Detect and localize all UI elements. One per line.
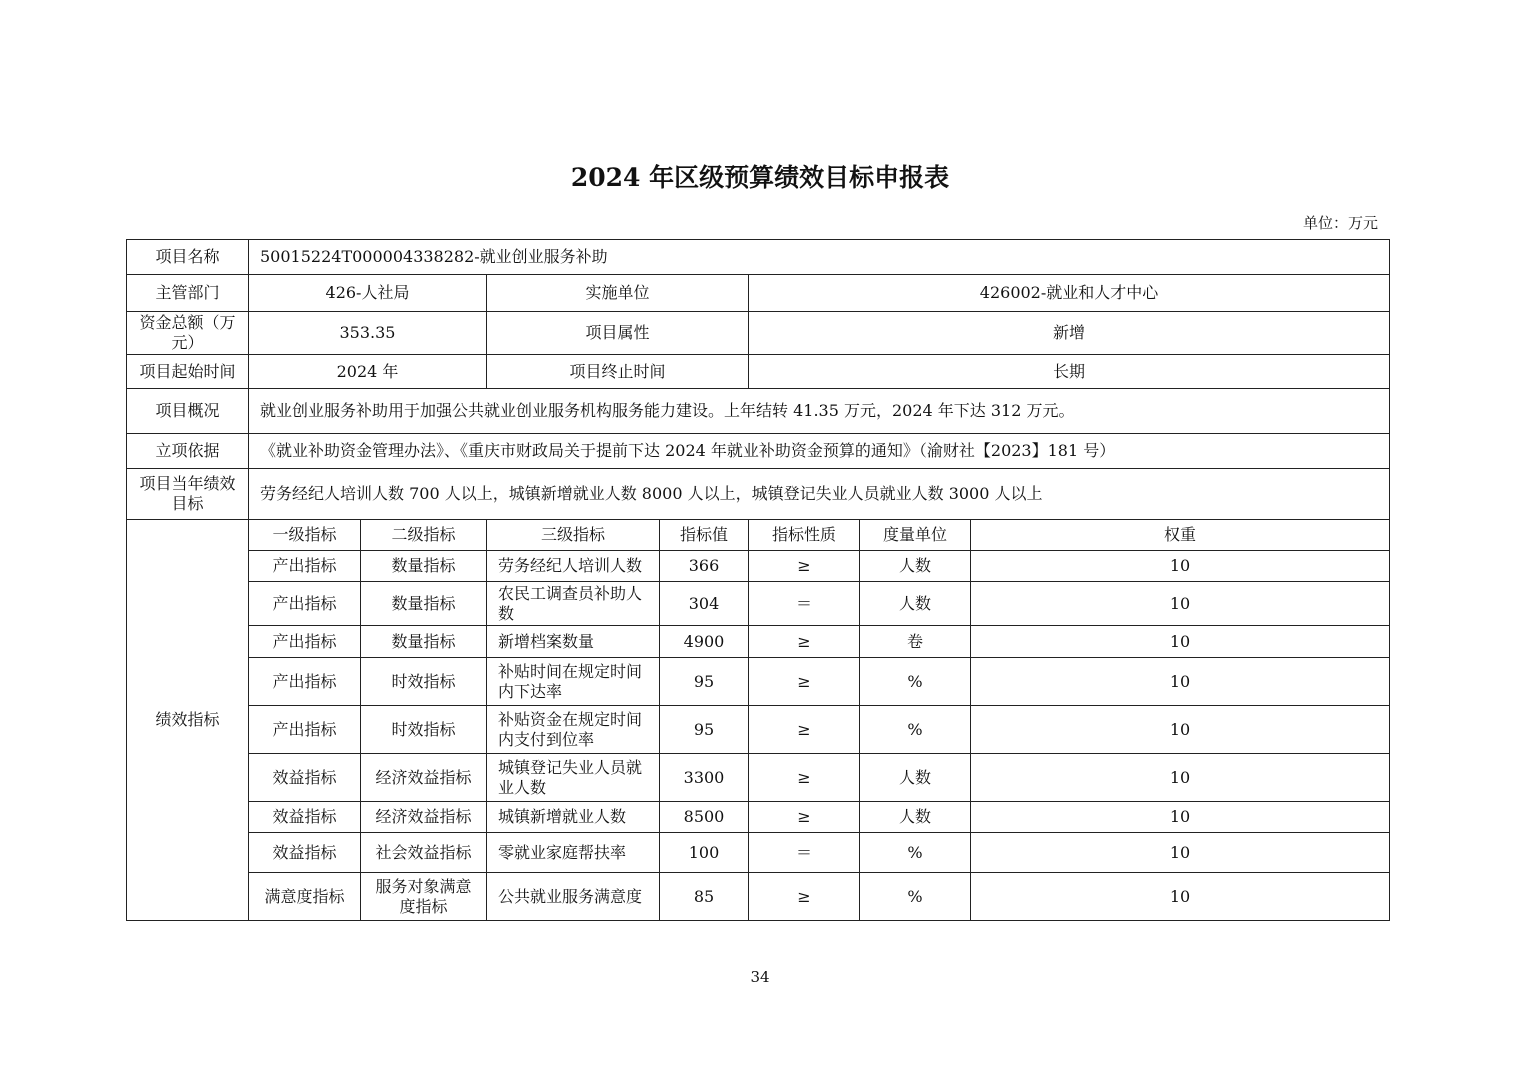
value-basis: 《就业补助资金管理办法》、《重庆市财政局关于提前下达 2024 年就业补助资金预算的通知》（渝财社【2023】181 号）	[249, 434, 1390, 469]
label-start-time: 项目起始时间	[127, 355, 249, 389]
indicator-unit: %	[860, 873, 971, 921]
label-basis: 立项依据	[127, 434, 249, 469]
value-project-name: 50015224T000004338282-就业创业服务补助	[249, 240, 1390, 275]
indicator-value: 95	[660, 706, 749, 754]
indicator-level1: 效益指标	[249, 754, 361, 802]
indicator-header-row	[127, 520, 1390, 551]
indicator-weight: 10	[971, 706, 1390, 754]
header-value: 指标值	[660, 520, 749, 551]
row-project-name	[127, 240, 1390, 275]
indicator-unit: %	[860, 833, 971, 873]
indicator-nature: ≥	[749, 706, 860, 754]
indicator-weight: 10	[971, 551, 1390, 582]
row-fund	[127, 312, 1390, 355]
indicator-row	[127, 754, 1390, 802]
indicator-nature: ≥	[749, 802, 860, 833]
value-overview: 就业创业服务补助用于加强公共就业创业服务机构服务能力建设。上年结转 41.35 万元，2024 年下达 312 万元。	[249, 389, 1390, 434]
value-implementing-unit: 426002-就业和人才中心	[749, 275, 1390, 312]
indicator-weight: 10	[971, 582, 1390, 626]
label-project-name: 项目名称	[127, 240, 249, 275]
value-annual-goal: 劳务经纪人培训人数 700 人以上，城镇新增就业人数 8000 人以上，城镇登记失业人员就业人数 3000 人以上	[249, 469, 1390, 520]
indicator-level2: 数量指标	[361, 551, 487, 582]
indicator-level3: 零就业家庭帮扶率	[487, 833, 660, 873]
indicator-level3: 劳务经纪人培训人数	[487, 551, 660, 582]
indicator-unit: 卷	[860, 626, 971, 658]
indicator-level1: 产出指标	[249, 551, 361, 582]
indicator-value: 366	[660, 551, 749, 582]
indicator-nature: ≥	[749, 873, 860, 921]
indicator-row	[127, 802, 1390, 833]
header-weight: 权重	[971, 520, 1390, 551]
indicator-unit: 人数	[860, 551, 971, 582]
label-performance-indicators: 绩效指标	[127, 520, 249, 921]
header-level1: 一级指标	[249, 520, 361, 551]
indicator-level3: 农民工调查员补助人数	[487, 582, 660, 626]
row-overview	[127, 389, 1390, 434]
indicator-value: 85	[660, 873, 749, 921]
indicator-row	[127, 873, 1390, 921]
indicator-weight: 10	[971, 658, 1390, 706]
indicator-level1: 效益指标	[249, 802, 361, 833]
indicator-value: 95	[660, 658, 749, 706]
indicator-level2: 时效指标	[361, 658, 487, 706]
indicator-value: 100	[660, 833, 749, 873]
budget-performance-table	[126, 239, 1390, 921]
indicator-level3: 公共就业服务满意度	[487, 873, 660, 921]
indicator-value: 3300	[660, 754, 749, 802]
indicator-weight: 10	[971, 833, 1390, 873]
indicator-unit: 人数	[860, 754, 971, 802]
indicator-nature: ≥	[749, 626, 860, 658]
indicator-nature: ＝	[749, 833, 860, 873]
indicator-row	[127, 551, 1390, 582]
indicator-nature: ≥	[749, 658, 860, 706]
indicator-level3: 城镇登记失业人员就业人数	[487, 754, 660, 802]
indicator-level3: 城镇新增就业人数	[487, 802, 660, 833]
unit-note: 单位：万元	[1302, 214, 1378, 232]
row-department	[127, 275, 1390, 312]
row-basis	[127, 434, 1390, 469]
indicator-level3: 补贴资金在规定时间内支付到位率	[487, 706, 660, 754]
row-annual-goal	[127, 469, 1390, 520]
indicator-unit: %	[860, 706, 971, 754]
indicator-level2: 数量指标	[361, 582, 487, 626]
indicator-unit: 人数	[860, 582, 971, 626]
label-overview: 项目概况	[127, 389, 249, 434]
value-project-attribute: 新增	[749, 312, 1390, 355]
header-level2: 二级指标	[361, 520, 487, 551]
indicator-weight: 10	[971, 873, 1390, 921]
indicator-level2: 经济效益指标	[361, 802, 487, 833]
value-end-time: 长期	[749, 355, 1390, 389]
indicator-unit: %	[860, 658, 971, 706]
page-number: 34	[750, 968, 770, 986]
label-annual-goal: 项目当年绩效目标	[127, 469, 249, 520]
indicator-level3: 补贴时间在规定时间内下达率	[487, 658, 660, 706]
indicator-weight: 10	[971, 626, 1390, 658]
indicator-value: 4900	[660, 626, 749, 658]
indicator-nature: ≥	[749, 551, 860, 582]
document-title: 2024 年区级预算绩效目标申报表	[570, 163, 950, 192]
indicator-weight: 10	[971, 802, 1390, 833]
indicator-value: 8500	[660, 802, 749, 833]
indicator-level1: 效益指标	[249, 833, 361, 873]
indicator-level3: 新增档案数量	[487, 626, 660, 658]
indicator-level2: 经济效益指标	[361, 754, 487, 802]
indicator-nature: ＝	[749, 582, 860, 626]
indicator-level2: 时效指标	[361, 706, 487, 754]
row-period	[127, 355, 1390, 389]
header-unit: 度量单位	[860, 520, 971, 551]
value-start-time: 2024 年	[249, 355, 487, 389]
indicator-row	[127, 706, 1390, 754]
label-end-time: 项目终止时间	[487, 355, 749, 389]
indicator-level1: 产出指标	[249, 658, 361, 706]
label-implementing-unit: 实施单位	[487, 275, 749, 312]
indicator-row	[127, 626, 1390, 658]
indicator-nature: ≥	[749, 754, 860, 802]
indicator-level2: 社会效益指标	[361, 833, 487, 873]
value-total-fund: 353.35	[249, 312, 487, 355]
indicator-row	[127, 582, 1390, 626]
indicator-level1: 产出指标	[249, 626, 361, 658]
indicator-value: 304	[660, 582, 749, 626]
indicator-row	[127, 833, 1390, 873]
header-level3: 三级指标	[487, 520, 660, 551]
indicator-level1: 产出指标	[249, 706, 361, 754]
indicator-level1: 产出指标	[249, 582, 361, 626]
value-department: 426-人社局	[249, 275, 487, 312]
indicator-level1: 满意度指标	[249, 873, 361, 921]
indicator-level2: 数量指标	[361, 626, 487, 658]
label-department: 主管部门	[127, 275, 249, 312]
label-total-fund: 资金总额（万元）	[127, 312, 249, 355]
indicator-unit: 人数	[860, 802, 971, 833]
indicator-level2: 服务对象满意度指标	[361, 873, 487, 921]
indicator-weight: 10	[971, 754, 1390, 802]
indicator-row	[127, 658, 1390, 706]
label-project-attribute: 项目属性	[487, 312, 749, 355]
header-nature: 指标性质	[749, 520, 860, 551]
